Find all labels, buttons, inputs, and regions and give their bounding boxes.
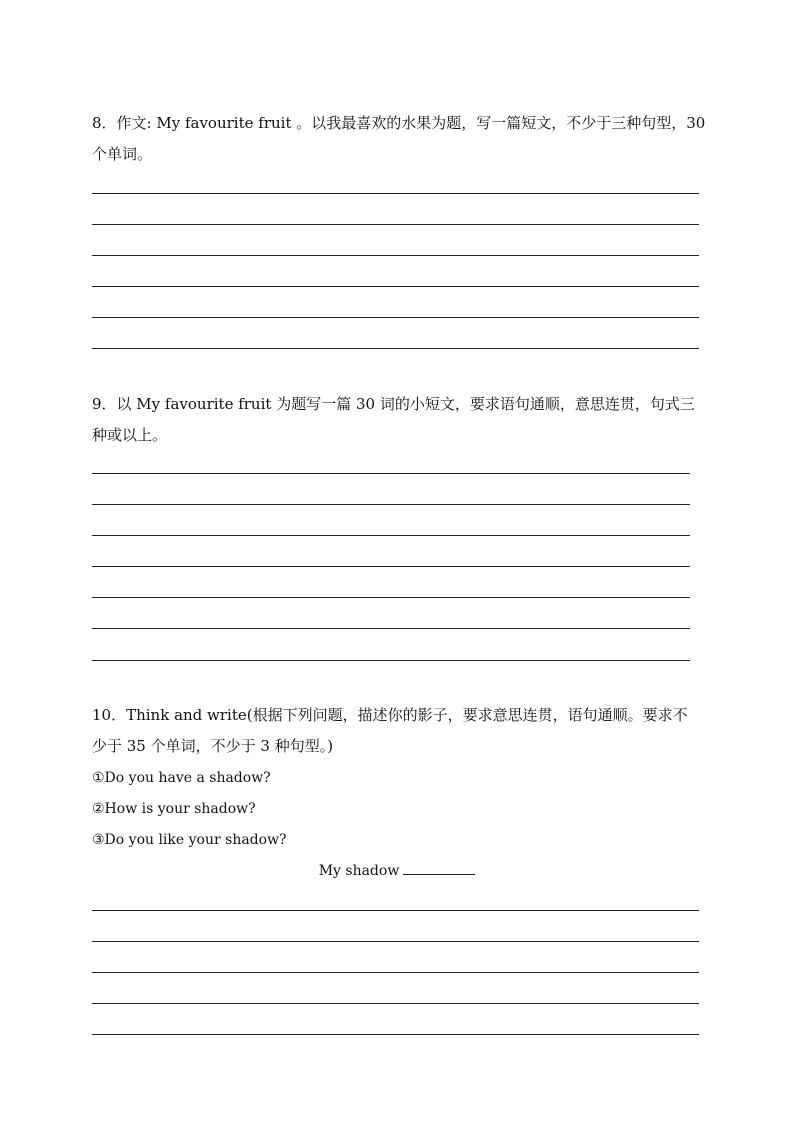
writing-line — [92, 660, 690, 661]
writing-line — [92, 628, 690, 629]
q8-text-line1: 8．作文: My favourite fruit 。以我最喜欢的水果为题，写一篇短文，不少于三种句型，30 — [92, 114, 706, 132]
q10-essay-title — [0, 861, 794, 881]
q10-guide-question-1: ①Do you have a shadow? — [92, 770, 271, 786]
writing-line — [92, 193, 699, 194]
writing-line — [92, 504, 690, 505]
writing-line — [92, 224, 699, 225]
q9-text-line2: 种或以上。 — [92, 426, 168, 444]
writing-line — [92, 286, 699, 287]
writing-line — [92, 972, 699, 973]
q10-guide-question-3: ③Do you like your shadow? — [92, 832, 287, 848]
q10-title-text: My shadow — [318, 863, 400, 879]
writing-line — [92, 1003, 699, 1004]
writing-line — [92, 473, 690, 474]
q8-text-line2: 个单词。 — [92, 145, 153, 163]
q9-text-line1: 9．以 My favourite fruit 为题写一篇 30 词的小短文，要求语句通顺，意思连贯，句式三 — [92, 395, 695, 413]
writing-line — [92, 910, 699, 911]
writing-line — [92, 941, 699, 942]
writing-line — [92, 348, 699, 349]
writing-line — [92, 1034, 699, 1035]
writing-line — [92, 566, 690, 567]
title-blank[interactable] — [403, 862, 475, 875]
writing-line — [92, 317, 699, 318]
writing-line — [92, 255, 699, 256]
q10-text-line1: 10．Think and write(根据下列问题，描述你的影子，要求意思连贯，语句通顺。要求不 — [92, 706, 688, 724]
writing-line — [92, 597, 690, 598]
q10-text-line2: 少于 35 个单词，不少于 3 种句型。) — [92, 737, 334, 755]
q10-guide-question-2: ②How is your shadow? — [92, 801, 256, 817]
writing-line — [92, 535, 690, 536]
